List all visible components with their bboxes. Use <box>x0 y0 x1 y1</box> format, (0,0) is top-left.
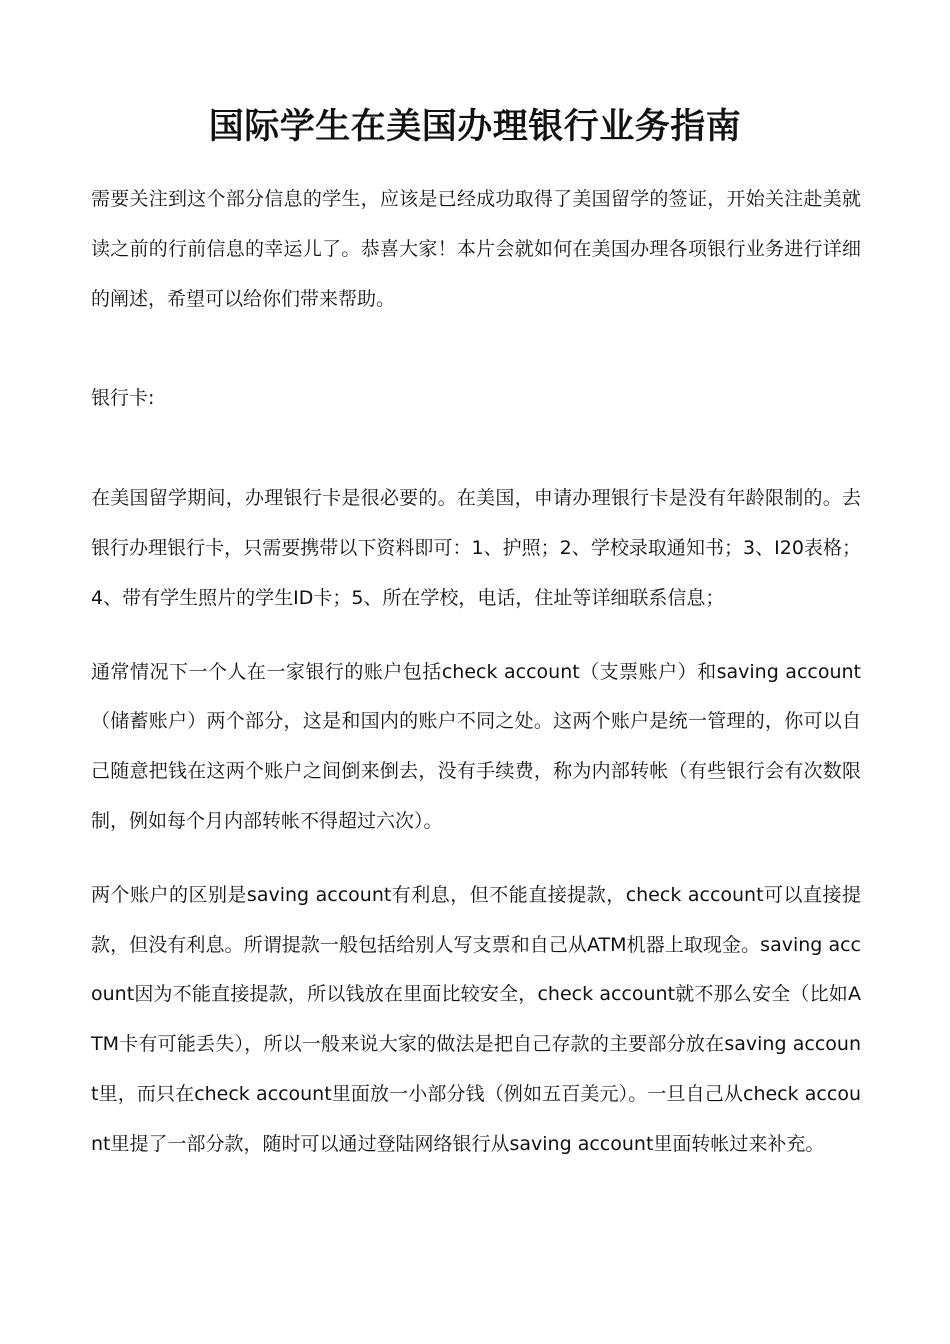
document-title: 国际学生在美国办理银行业务指南 <box>208 107 742 147</box>
document-body <box>91 175 861 1170</box>
intro-paragraph: 需要关注到这个部分信息的学生，应该是已经成功取得了美国留学的签证，开始关注赴美就读之前的行前信息的幸运儿了。恭喜大家！本片会就如何在美国办理各项银行业务进行详细的阐述，希望可以给你们带来帮助。 <box>91 188 861 310</box>
spacer <box>91 324 861 374</box>
section-heading-bank-card: 银行卡: <box>91 387 155 410</box>
spacer <box>91 424 861 474</box>
spacer <box>91 847 861 871</box>
requirements-paragraph: 在美国留学期间，办理银行卡是很必要的。在美国，申请办理银行卡是没有年龄限制的。去银行办理银行卡，只需要携带以下资料即可：1、护照；2、学校录取通知书；3、I20表格；4、带有学生照片的学生ID卡；5、所在学校，电话，住址等详细联系信息； <box>91 487 861 609</box>
accounts-paragraph: 通常情况下一个人在一家银行的账户包括check account（支票账户）和saving account（储蓄账户）两个部分，这是和国内的账户不同之处。这两个账户是统一管理的，你可以自己随意把钱在这两个账户之间倒来倒去，没有手续费，称为内部转帐（有些银行会有次数限制，例如每个月内部转帐不得超过六次）。 <box>91 660 861 832</box>
spacer <box>91 624 861 648</box>
account-difference-paragraph: 两个账户的区别是saving account有利息，但不能直接提款，check account可以直接提款，但没有利息。所谓提款一般包括给别人写支票和自己从ATM机器上取现金。saving account因为不能直接提款，所以钱放在里面比较安全，check account就不那么安全（比如ATM卡有可能丢失），所以一般来说大家的做法是把自己存款的主要部分放在saving account里，而只在check account里面放一小部分钱（例如五百美元）。一旦自己从check account里提了一部分款，随时可以通过登陆网络银行从saving account里面转帐过来补充。 <box>91 883 861 1155</box>
